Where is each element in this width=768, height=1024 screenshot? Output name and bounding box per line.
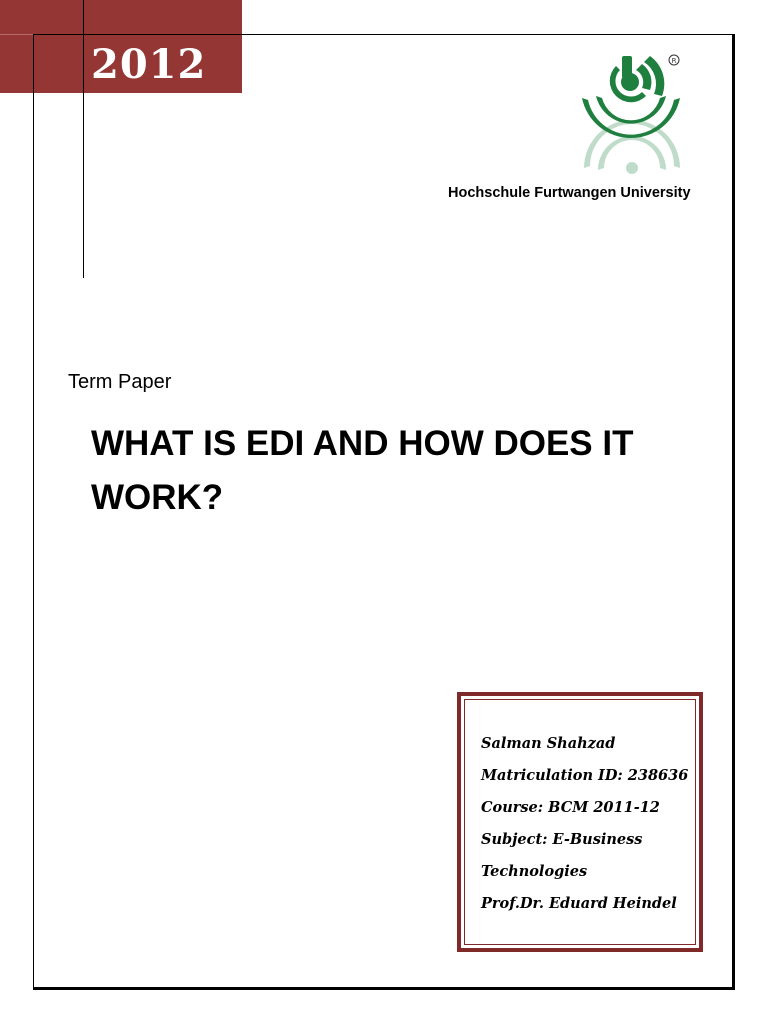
author-info-inner bbox=[464, 699, 696, 945]
year-label: 2012 bbox=[91, 41, 207, 88]
matriculation-id: Matriculation ID: 238636 bbox=[481, 767, 689, 784]
subject: Subject: E-Business bbox=[481, 831, 643, 848]
hfu-logo-icon bbox=[576, 50, 688, 180]
university-name: Hochschule Furtwangen University bbox=[448, 185, 691, 201]
subject-continued: Technologies bbox=[481, 863, 588, 880]
author-name: Salman Shahzad bbox=[481, 735, 616, 752]
document-type: Term Paper bbox=[68, 371, 172, 393]
author-info-box bbox=[457, 692, 703, 952]
course: Course: BCM 2011-12 bbox=[481, 799, 660, 816]
svg-text:R: R bbox=[671, 57, 677, 65]
professor: Prof.Dr. Eduard Heindel bbox=[481, 895, 677, 912]
paper-title: WHAT IS EDI AND HOW DOES IT WORK? bbox=[91, 424, 634, 517]
